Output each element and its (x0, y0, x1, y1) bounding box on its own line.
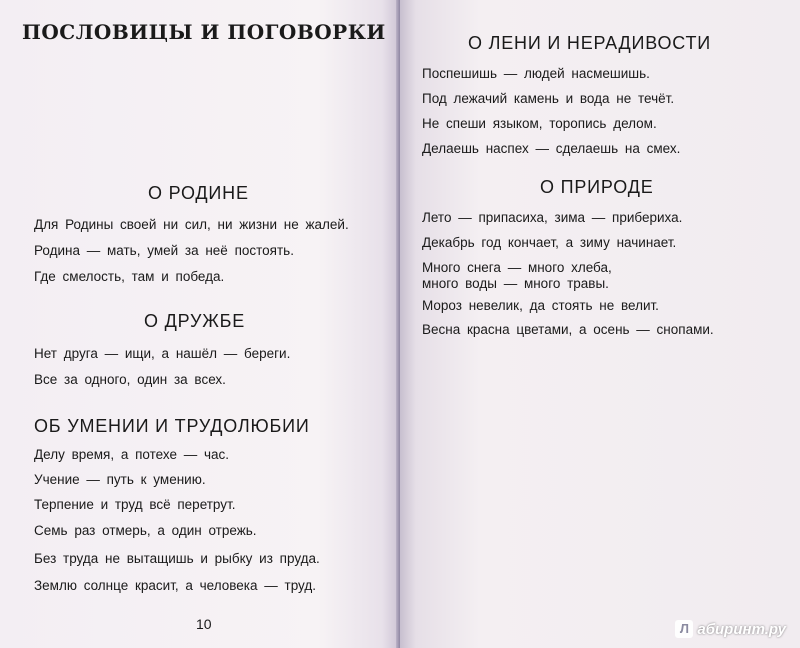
proverb-line: Все за одного, один за всех. (34, 372, 226, 387)
proverb-line: много воды — много травы. (422, 276, 609, 291)
section-heading-priroda: О ПРИРОДЕ (540, 177, 654, 197)
page-number: 10 (196, 616, 212, 632)
proverb-line: Без труда не вытащишь и рыбку из пруда. (34, 551, 320, 566)
proverb-line: Лето — припасиха, зима — прибериха. (422, 210, 683, 225)
book-title: ПОСЛОВИЦЫ И ПОГОВОРКИ (22, 20, 386, 44)
left-page (0, 0, 398, 648)
section-heading-rodina: О РОДИНЕ (148, 183, 249, 203)
proverb-line: Для Родины своей ни сил, ни жизни не жалей. (34, 217, 349, 232)
watermark-text: абиринт.ру (697, 620, 786, 638)
proverb-line: Не спеши языком, торопись делом. (422, 116, 657, 131)
proverb-line: Декабрь год кончает, а зиму начинает. (422, 235, 677, 250)
proverb-line: Родина — мать, умей за неё постоять. (34, 243, 294, 258)
proverb-line: Нет друга — ищи, а нашёл — береги. (34, 346, 291, 361)
labirint-logo-icon: Л (675, 620, 693, 638)
proverb-line: Много снега — много хлеба, (422, 260, 612, 275)
proverb-line: Учение — путь к умению. (34, 472, 206, 487)
proverb-line: Где смелость, там и победа. (34, 269, 225, 284)
section-heading-druzhba: О ДРУЖБЕ (144, 311, 246, 331)
proverb-line: Землю солнце красит, а человека — труд. (34, 578, 316, 593)
proverb-line: Делаешь наспех — сделаешь на смех. (422, 141, 681, 156)
section-heading-umenie: ОБ УМЕНИИ И ТРУДОЛЮБИИ (34, 416, 310, 436)
proverb-line: Весна красна цветами, а осень — снопами. (422, 322, 714, 337)
proverb-line: Под лежачий камень и вода не течёт. (422, 91, 675, 106)
proverb-line: Поспешишь — людей насмешишь. (422, 66, 650, 81)
proverb-line: Семь раз отмерь, а один отрежь. (34, 523, 257, 538)
proverb-line: Делу время, а потехе — час. (34, 447, 230, 462)
proverb-line: Мороз невелик, да стоять не велит. (422, 298, 659, 313)
proverb-line: Терпение и труд всё перетрут. (34, 497, 236, 512)
section-heading-len: О ЛЕНИ И НЕРАДИВОСТИ (468, 33, 711, 53)
labirint-watermark (675, 620, 786, 638)
right-page (400, 0, 800, 648)
